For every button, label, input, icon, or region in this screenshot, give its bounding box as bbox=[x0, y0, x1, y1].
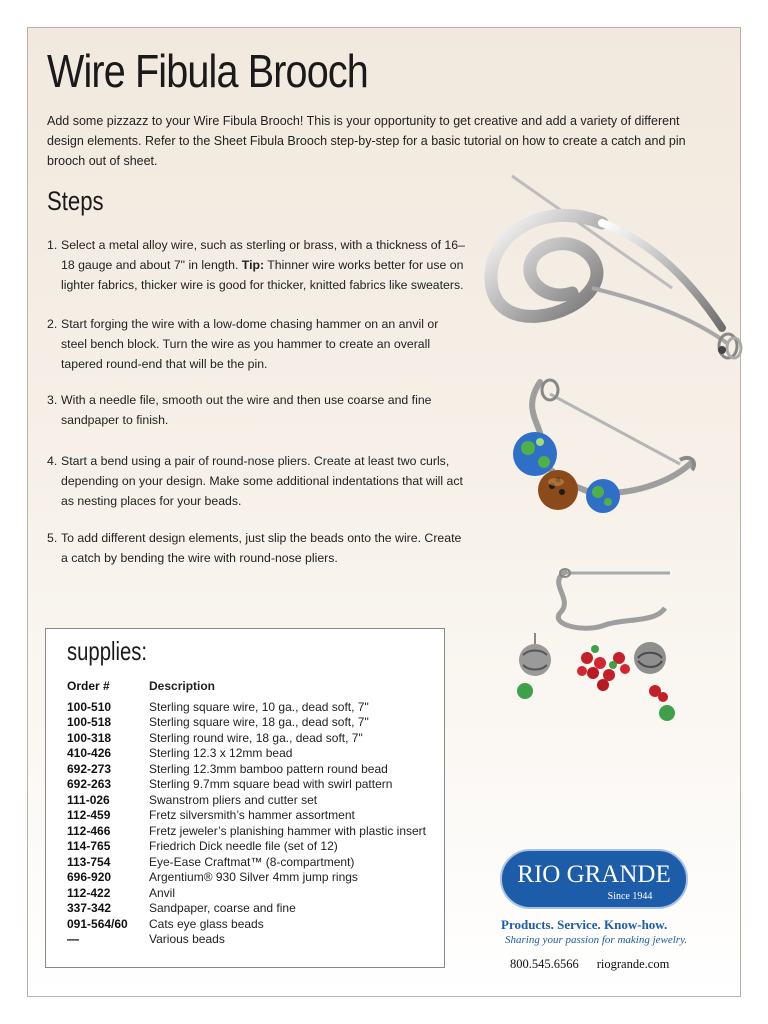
supply-row bbox=[67, 777, 426, 793]
order-number: 111-026 bbox=[67, 792, 110, 807]
coil-catch bbox=[718, 334, 741, 358]
phone-number: 800.545.6566 bbox=[510, 957, 579, 971]
order-number: 696-920 bbox=[67, 870, 112, 884]
supply-row bbox=[67, 932, 426, 948]
supply-description: Sterling square wire, 18 ga., dead soft, 7" bbox=[149, 715, 369, 729]
red-bead-cluster bbox=[577, 645, 630, 691]
supplies-table bbox=[67, 679, 426, 948]
silver-bead bbox=[517, 633, 551, 699]
order-number: 113-754 bbox=[67, 854, 111, 869]
supply-description: Sterling 9.7mm square bead with swirl pattern bbox=[149, 777, 393, 791]
supply-description: Sterling square wire, 10 ga., dead soft, 7" bbox=[149, 699, 369, 714]
step-number: 3. bbox=[47, 393, 58, 407]
step-text: With a needle file, smooth out the wire and then use coarse and fine sandpaper to finish. bbox=[61, 393, 432, 427]
order-number: 091-564/60 bbox=[67, 916, 128, 931]
rio-grande-logo bbox=[500, 849, 688, 909]
step-1 bbox=[47, 235, 467, 295]
intro-paragraph: Add some pizzazz to your Wire Fibula Brooch! This is your opportunity to get creative and add a variety of different design elements. Refer to the Sheet Fibula Brooch step-by-step for a basic tutorial on how to create a catch and pin brooch out of sheet. bbox=[47, 114, 686, 168]
step-number: 5. bbox=[47, 531, 58, 545]
order-number: 692-273 bbox=[67, 761, 112, 776]
website-link[interactable]: riogrande.com bbox=[596, 957, 670, 971]
red-bead-brooch-photo bbox=[505, 563, 680, 728]
supplies-box bbox=[45, 628, 445, 968]
supply-description: Eye-Ease Craftmat™ (8-compartment) bbox=[149, 854, 355, 869]
supplies-header-row bbox=[67, 679, 426, 695]
supply-row bbox=[67, 870, 426, 886]
brand-tagline: Products. Service. Know-how. bbox=[501, 917, 668, 932]
step-4 bbox=[47, 451, 467, 511]
order-number: 692-263 bbox=[67, 777, 112, 791]
silver-bead bbox=[634, 642, 675, 721]
blue-glass-bead bbox=[586, 479, 620, 513]
order-number: 112-422 bbox=[67, 885, 111, 900]
supply-description: Various beads bbox=[149, 932, 225, 946]
order-number: 112-459 bbox=[67, 808, 111, 822]
supply-description: Fretz jeweler’s planishing hammer with plastic insert bbox=[149, 823, 426, 838]
brand-subtagline: Sharing your passion for making jewelry. bbox=[505, 934, 688, 946]
plain-wire-brooch-photo bbox=[482, 168, 752, 373]
page-title: Wire Fibula Brooch bbox=[47, 45, 368, 97]
blue-bead-brooch-photo bbox=[500, 372, 705, 532]
supply-row bbox=[67, 793, 426, 809]
order-number: 100-518 bbox=[67, 715, 112, 729]
supply-description: Friedrich Dick needle file (set of 12) bbox=[149, 839, 338, 853]
supply-description: Cats eye glass beads bbox=[149, 916, 264, 931]
step-number: 4. bbox=[47, 454, 58, 468]
step-2 bbox=[47, 314, 467, 374]
supply-description: Sterling 12.3mm bamboo pattern round bead bbox=[149, 761, 388, 776]
step-text: To add different design elements, just slip the beads onto the wire. Create a catch by bending the wire with round-nose pliers. bbox=[61, 531, 462, 565]
supply-row bbox=[67, 808, 426, 824]
supply-row bbox=[67, 839, 426, 855]
step-5 bbox=[47, 528, 467, 568]
steps-heading: Steps bbox=[47, 186, 104, 216]
supplies-heading: supplies: bbox=[67, 636, 148, 666]
supply-description: Sterling 12.3 x 12mm bead bbox=[149, 746, 293, 760]
supply-row bbox=[67, 824, 426, 840]
supply-row bbox=[67, 901, 426, 917]
order-number: 410-426 bbox=[67, 746, 112, 760]
order-column-header: Order # bbox=[67, 679, 110, 693]
contact-line bbox=[510, 957, 687, 972]
description-column-header: Description bbox=[149, 679, 216, 693]
amber-glass-bead bbox=[538, 470, 578, 510]
supply-row bbox=[67, 762, 426, 778]
order-number: 114-765 bbox=[67, 839, 111, 853]
order-number: 337-342 bbox=[67, 901, 112, 915]
step-text: Start forging the wire with a low-dome chasing hammer on an anvil or steel bench block. Turn the wire as you hammer to create an overall tapered round-end that will be the pin. bbox=[61, 317, 439, 371]
step-number: 2. bbox=[47, 317, 58, 331]
supply-row bbox=[67, 917, 426, 933]
supply-row bbox=[67, 731, 426, 747]
step-text: Start a bend using a pair of round-nose pliers. Create at least two curls, depending on your design. Make some additional indentations that will act as nesting places for your beads. bbox=[61, 454, 463, 508]
order-number: 100-510 bbox=[67, 699, 112, 714]
order-number: — bbox=[67, 932, 79, 946]
supply-row bbox=[67, 746, 426, 762]
supply-description: Swanstrom pliers and cutter set bbox=[149, 792, 318, 807]
supply-description: Sterling round wire, 18 ga., dead soft, 7" bbox=[149, 730, 363, 745]
supply-row bbox=[67, 700, 426, 716]
supply-description: Argentium® 930 Silver 4mm jump rings bbox=[149, 870, 358, 884]
supply-row bbox=[67, 855, 426, 871]
order-number: 100-318 bbox=[67, 730, 112, 745]
supply-description: Sandpaper, coarse and fine bbox=[149, 901, 296, 915]
supply-description: Anvil bbox=[149, 885, 176, 900]
blue-glass-bead bbox=[513, 432, 557, 476]
supply-description: Fretz silversmith’s hammer assortment bbox=[149, 808, 355, 822]
svg-text:Since 1944: Since 1944 bbox=[607, 891, 653, 902]
step-number: 1. bbox=[47, 238, 58, 252]
step-text: Select a metal alloy wire, such as sterling or brass, with a thickness of 16–18 gauge and about 7" in length. Tip: Thinner wire works better for use on lighter fabrics, thicker wire is good for thicker, knitted fabrics like sweaters. bbox=[61, 238, 465, 292]
svg-text:RIO GRANDE: RIO GRANDE bbox=[517, 861, 671, 888]
supply-row bbox=[67, 715, 426, 731]
order-number: 112-466 bbox=[67, 823, 111, 838]
step-3 bbox=[47, 390, 467, 430]
supply-row bbox=[67, 886, 426, 902]
